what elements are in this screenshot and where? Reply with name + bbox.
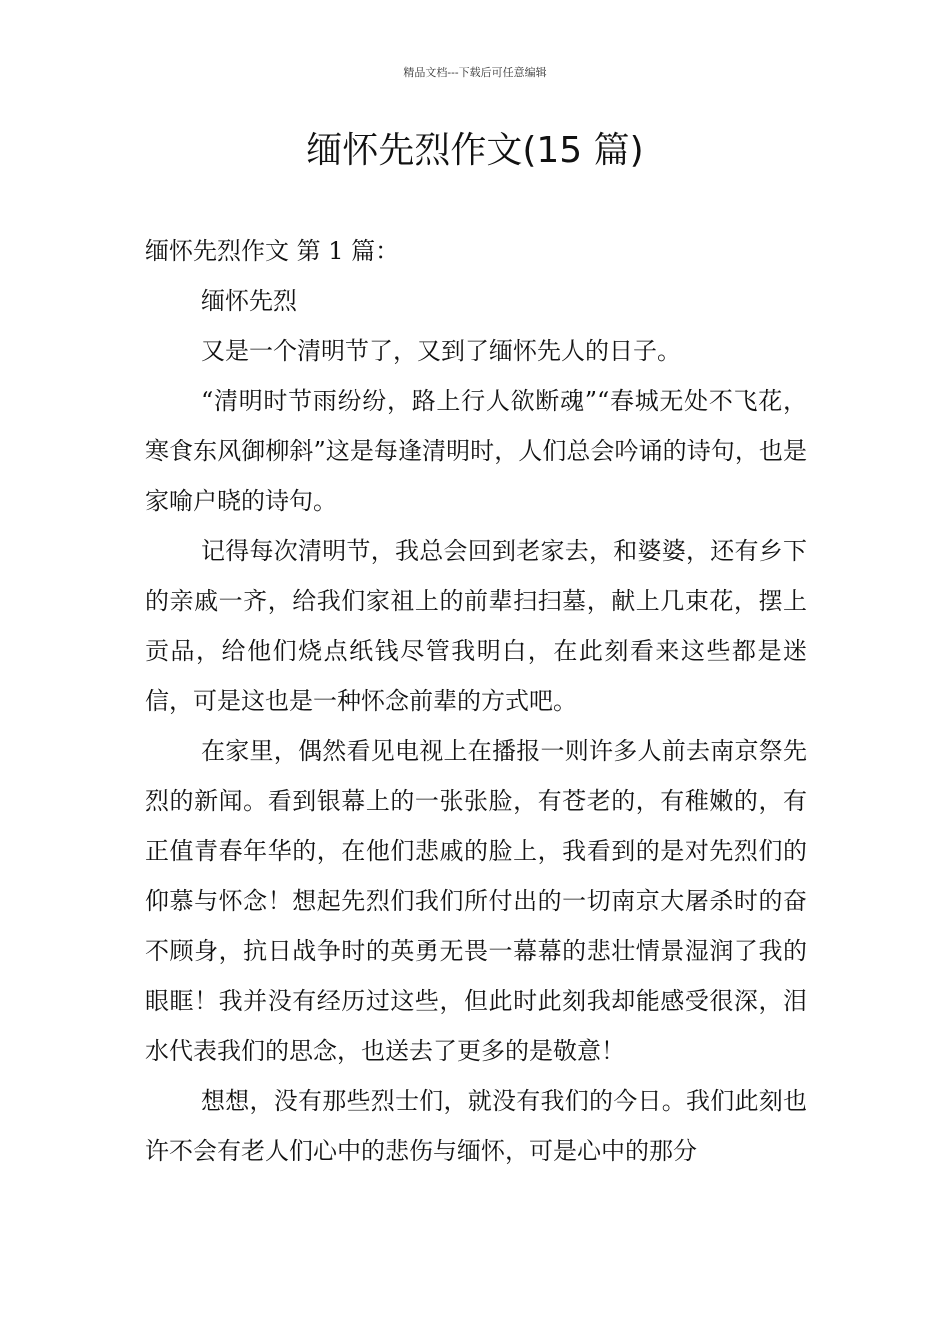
paragraph: “清明时节雨纷纷，路上行人欲断魂”“春城无处不飞花，寒食东风御柳斜”这是每逢清明时，人们总会吟诵的诗句，也是家喻户晓的诗句。 <box>145 387 807 515</box>
header-note: 精品文档---下载后可任意编辑 <box>403 66 547 79</box>
document-title: 缅怀先烈作文(15 篇) <box>306 130 644 171</box>
section-heading: 缅怀先烈作文 第 1 篇： <box>145 237 400 265</box>
paragraph: 在家里，偶然看见电视上在播报一则许多人前去南京祭先烈的新闻。看到银幕上的一张张脸，有苍老的，有稚嫩的，有正值青春年华的，在他们悲戚的脸上，我看到的是对先烈们的仰慕与怀念！想起先烈们我们所付出的一切南京大屠杀时的奋不顾身，抗日战争时的英勇无畏一幕幕的悲壮情景湿润了我的眼眶！我并没有经历过这些，但此时此刻我却能感受很深，泪水代表我们的思念，也送去了更多的是敬意！ <box>145 737 807 1065</box>
paragraph: 想想，没有那些烈士们，就没有我们的今日。我们此刻也许不会有老人们心中的悲伤与缅怀，可是心中的那分 <box>145 1087 807 1165</box>
essay-title: 缅怀先烈 <box>201 287 297 315</box>
paragraph: 记得每次清明节，我总会回到老家去，和婆婆，还有乡下的亲戚一齐，给我们家祖上的前辈扫扫墓，献上几束花，摆上贡品，给他们烧点纸钱尽管我明白，在此刻看来这些都是迷信，可是这也是一种怀念前辈的方式吧。 <box>145 537 807 715</box>
document-body <box>145 226 807 1176</box>
paragraph: 又是一个清明节了，又到了缅怀先人的日子。 <box>201 337 681 365</box>
